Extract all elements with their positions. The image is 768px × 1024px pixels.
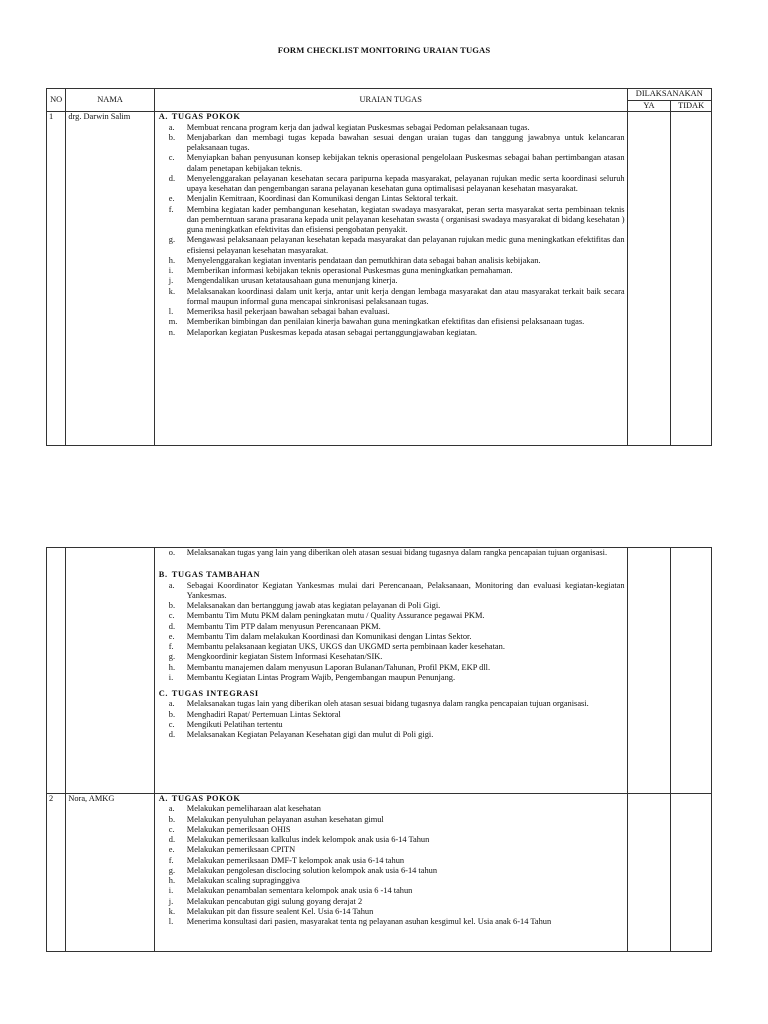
list-item: l. Menerima konsultasi dari pasien, masyarakat tenta ng pelayanan asuhan kesgimul kel. Usia anak 6-14 Tahun	[168, 917, 552, 926]
list-item: j. Melakukan pencabutan gigi sulung goyang derajat 2	[168, 896, 363, 906]
checklist-table-page2	[46, 547, 712, 952]
tidak-checkbox-cell[interactable]	[671, 794, 712, 952]
task-list	[157, 123, 625, 338]
list-item: i. Melakukan penambalan sementara kelompok anak usia 6 -14 tahun	[168, 886, 413, 896]
table-row	[47, 548, 712, 794]
task-list	[157, 548, 625, 558]
section-title: A. TUGAS POKOK	[158, 794, 241, 803]
section-title: A. TUGAS POKOK	[158, 112, 241, 122]
list-item: o. Melaksanakan tugas yang lain yang diberikan oleh atasan sesuai bidang tugasnya dalam rangka pencapaian tujuan organisasi.	[168, 548, 608, 557]
list-item: f. Membantu pelaksanaan kegiatan UKS, UKGS dan UKGMD serta pembinaan kader kesehatan.	[168, 642, 505, 651]
header-no: NO	[47, 89, 66, 112]
list-item: b. Menghadiri Rapat/ Pertemuan Lintas Sektoral	[168, 709, 341, 719]
list-item: k. Melakukan pit dan fissure sealent Kel. Usia 6-14 Tahun	[168, 906, 374, 916]
checklist-table-page1	[46, 88, 712, 446]
list-item: g. Mengkoordinir kegiatan Sistem Informasi Kesehatan/SIK.	[168, 652, 383, 662]
list-item: h. Membantu manajemen dalam menyusun Laporan Bulanan/Tahunan, Profil PKM, EKP dll.	[168, 662, 491, 672]
section-title: C. TUGAS INTEGRASI	[158, 689, 259, 698]
header-nama: NAMA	[66, 89, 154, 112]
list-item: d. Melakukan pemeriksaan kalkulus indek kelompok anak usia 6-14 Tahun	[168, 835, 430, 844]
list-item: i. Membantu Kegiatan Lintas Program Wajib, Pengembangan maupun Penunjang.	[168, 672, 456, 682]
header-tidak: TIDAK	[671, 101, 712, 112]
ya-checkbox-cell[interactable]	[627, 112, 671, 446]
list-item: d. Melaksanakan Kegiatan Pelayanan Kesehatan gigi dan mulut di Poli gigi.	[168, 730, 434, 739]
row-no: 2	[47, 794, 66, 952]
tidak-checkbox-cell[interactable]	[671, 112, 712, 446]
list-item: b. Menjabarkan dan membagi tugas kepada bawahan sesuai dengan uraian tugas dan tanggung jawabnya untuk kelancaran pelaksanaan tugas.	[168, 132, 625, 152]
row-uraian	[154, 794, 627, 952]
list-item: g. Mengawasi pelaksanaan pelayanan kesehatan kepada masyarakat dan pelayanan rujukan medic guna meningkatkan efektifitas dan efisiensi pelayanan kesehatan masyarakat.	[168, 235, 625, 255]
list-item: a. Melakukan pemeliharaan alat kesehatan	[168, 804, 321, 814]
list-item: c. Membantu Tim Mutu PKM dalam peningkatan mutu / Quality Assurance pegawai PKM.	[168, 611, 485, 621]
list-item: c. Mengikuti Pelatihan tertentu	[168, 719, 283, 729]
list-item: d. Membantu Tim PTP dalam menyusun Perencanaan PKM.	[168, 621, 381, 631]
list-item: e. Melakukan pemeriksaan CPITN	[168, 845, 296, 855]
row-nama: drg. Darwin Salim	[66, 112, 154, 446]
row-no: 1	[47, 112, 66, 446]
task-list	[157, 699, 625, 740]
list-item: m. Memberikan bimbingan dan penilaian kinerja bawahan guna meningkatkan efektifitas dan efisiensi pelaksanaan tugas.	[168, 317, 585, 327]
row-uraian	[154, 548, 627, 794]
row-no	[47, 548, 66, 794]
header-dilaksanakan: DILAKSANAKAN	[627, 89, 711, 101]
list-item: k. Melaksanakan koordinasi dalam unit kerja, antar unit kerja dengan lembaga masyarakat dan atau masyarakat terkait baik secara formal maupun informal guna mencapai sinkronisasi pelaksanaan tugas.	[168, 286, 625, 306]
list-item: c. Melakukan pemeriksaan OHIS	[168, 824, 291, 834]
list-item: d. Menyelenggarakan pelayanan kesehatan secara paripurna kepada masyarakat, pelayanan rujukan medic serta koordinasi seluruh upaya kesehatan dan pengembangan sarana pelayanan kesehatan guna optimalisasi pelayanan kesehatan masyarakat.	[168, 173, 625, 193]
list-item: a. Sebagai Koordinator Kegiatan Yankesmas mulai dari Perencanaan, Pelaksanaan, Monitoring dan evaluasi kegiatan-kegiatan Yankesmas.	[168, 580, 625, 600]
section-title: B. TUGAS TAMBAHAN	[158, 570, 261, 580]
header-uraian: URAIAN TUGAS	[154, 89, 627, 112]
table-row	[47, 112, 712, 446]
list-item: b. Melaksanakan dan bertanggung jawab atas kegiatan pelayanan di Poli Gigi.	[168, 601, 441, 610]
list-item: a. Membuat rencana program kerja dan jadwal kegiatan Puskesmas sebagai Pedoman pelaksanaan tugas.	[168, 122, 530, 132]
list-item: a. Melaksanakan tugas lain yang diberikan oleh atasan sesuai bidang tugasnya dalam rangka pencapaian tujuan organisasi.	[168, 699, 589, 709]
row-uraian	[154, 112, 627, 446]
row-nama	[66, 548, 154, 794]
header-ya: YA	[627, 101, 671, 112]
ya-checkbox-cell[interactable]	[627, 794, 671, 952]
list-item: f. Melakukan pemeriksaan DMF-T kelompok anak usia 6-14 tahun	[168, 855, 405, 865]
list-item: e. Membantu Tim dalam melakukan Koordinasi dan Komunikasi dengan Lintas Sektor.	[168, 631, 472, 641]
form-title: FORM CHECKLIST MONITORING URAIAN TUGAS	[277, 45, 491, 55]
list-item: h. Melakukan scaling supraginggiva	[168, 876, 300, 885]
ya-checkbox-cell[interactable]	[627, 548, 671, 794]
task-list	[157, 581, 625, 684]
table-row	[47, 794, 712, 952]
list-item: n. Melaporkan kegiatan Puskesmas kepada atasan sebagai pertanggungjawaban kegiatan.	[168, 327, 477, 337]
row-nama: Nora, AMKG	[66, 794, 154, 952]
tidak-checkbox-cell[interactable]	[671, 548, 712, 794]
list-item: l. Memeriksa hasil pekerjaan bawahan sebagai bahan evaluasi.	[168, 307, 390, 316]
list-item: g. Melakukan pengolesan disclocing solution kelompok anak usia 6-14 tahun	[168, 865, 438, 875]
list-item: e. Menjalin Kemitraan, Koordinasi dan Komunikasi dengan Lintas Sektoral terkait.	[168, 194, 458, 204]
list-item: c. Menyiapkan bahan penyusunan konsep kebijakan teknis operasional pengelolaan Puskesmas sebagai bahan pertimbangan atasan dalam penetapan kebijakan teknis.	[168, 153, 625, 173]
task-list	[157, 804, 625, 927]
list-item: b. Melakukan penyuluhan pelayanan asuhan kesehatan gimul	[168, 814, 384, 824]
list-item: f. Membina kegiatan kader pembangunan kesehatan, kegiatan swadaya masyarakat, peran serta masyarakat serta pembinaan teknis dan pemberntuan sarana prasarana kepada unit pelayanan kesehatan swasta ( organisasi swadaya masyarakat di bidang kesehatan ) guna meningkatkan efektivitas dan efisiensi pengobatan penyakit.	[168, 204, 625, 234]
list-item: i. Memberikan informasi kebijakan teknis operasional Puskesmas guna meningkatkan pemahaman.	[168, 266, 513, 275]
list-item: h. Menyelenggarakan kegiatan inventaris pendataan dan pemutkhiran data sebagai bahan analisis kebijakan.	[168, 255, 541, 265]
list-item: j. Mengendalikan urusan ketatausahaan guna menunjang kinerja.	[168, 276, 398, 286]
